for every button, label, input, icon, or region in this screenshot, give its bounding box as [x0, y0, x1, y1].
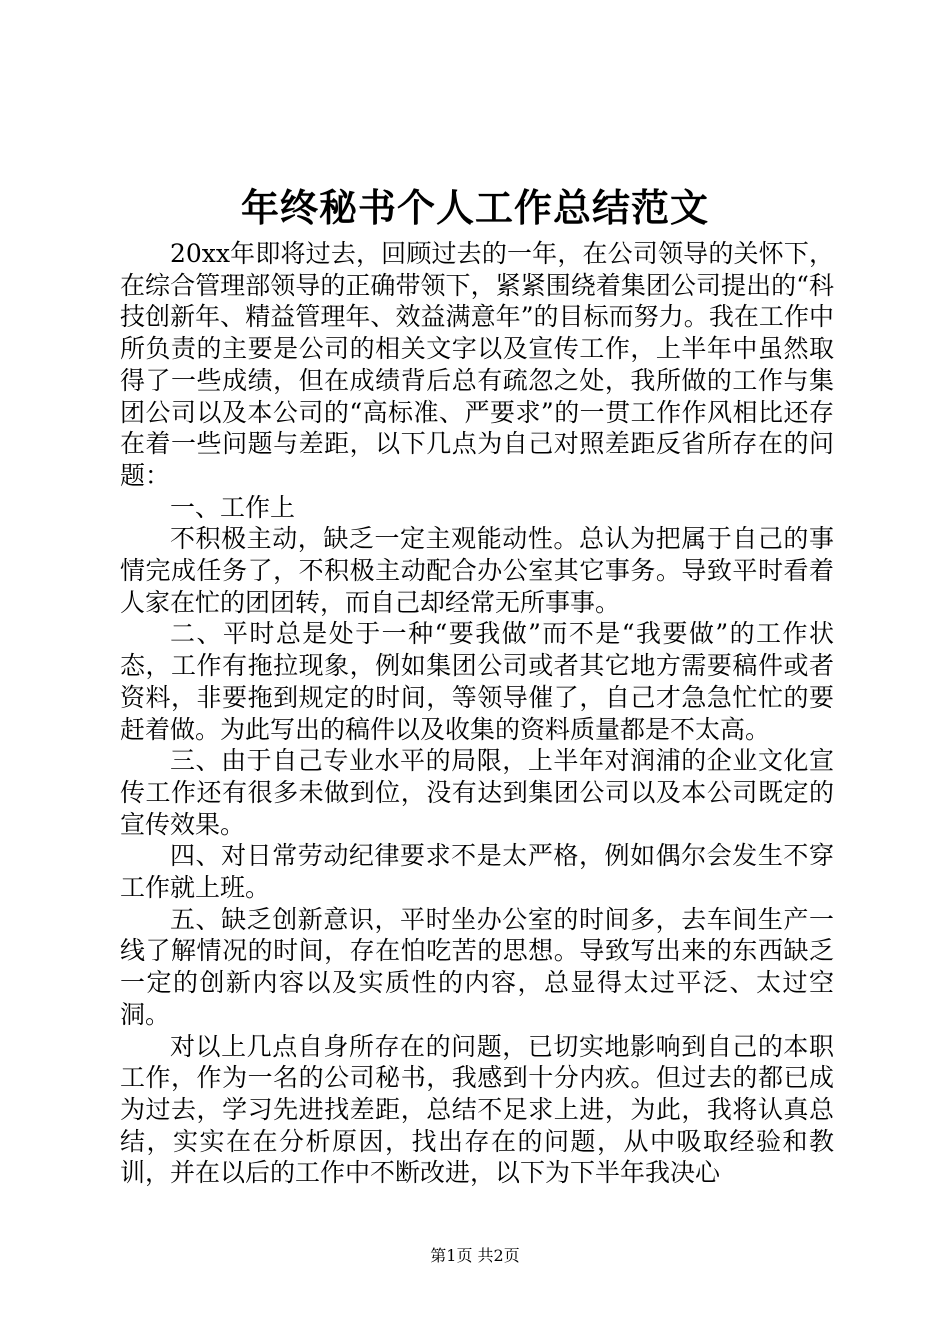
document-title: 年终秘书个人工作总结范文: [240, 185, 709, 230]
page-footer: 第1页 共2页: [430, 1246, 520, 1265]
paragraph-point-4: 四、对日常劳动纪律要求不是太严格，例如偶尔会发生不穿工作就上班。: [120, 841, 834, 903]
paragraph-conclusion: 对以上几点自身所存在的问题，已切实地影响到自己的本职工作，作为一名的公司秘书，我感到十分内疚。但过去的都已成为过去，学习先进找差距，总结不足求上进，为此，我将认真总结，实实在在分析原因，找出存在的问题，从中吸取经验和教训，并在以后的工作中不断改进，以下为下半年我决心: [120, 1031, 834, 1188]
document-body: [120, 238, 834, 1189]
paragraph-heading-work: 一、工作上: [170, 492, 296, 522]
paragraph-intro: 20xx年即将过去，回顾过去的一年，在公司领导的关怀下，在综合管理部领导的正确带领下，紧紧围绕着集团公司提出的“科技创新年、精益管理年、效益满意年”的目标而努力。我在工作中所负责的主要是公司的相关文字以及宣传工作，上半年中虽然取得了一些成绩，但在成绩背后总有疏忽之处，我所做的工作与集团公司以及本公司的“高标准、严要求”的一贯工作作风相比还存在着一些问题与差距，以下几点为自己对照差距反省所存在的问题：: [120, 239, 834, 490]
paragraph-point-2: 二、平时总是处于一种“要我做”而不是“我要做”的工作状态，工作有拖拉现象，例如集团公司或者其它地方需要稿件或者资料，非要拖到规定的时间，等领导催了，自己才急急忙忙的要赶着做。为此写出的稿件以及收集的资料质量都是不太高。: [120, 619, 834, 744]
paragraph-point-3: 三、由于自己专业水平的局限，上半年对润浦的企业文化宣传工作还有很多未做到位，没有达到集团公司以及本公司既定的宣传效果。: [120, 746, 834, 839]
paragraph-point-1: 不积极主动，缺乏一定主观能动性。总认为把属于自己的事情完成任务了，不积极主动配合办公室其它事务。导致平时看着人家在忙的团团转，而自己却经常无所事事。: [120, 524, 834, 617]
paragraph-point-5: 五、缺乏创新意识，平时坐办公室的时间多，去车间生产一线了解情况的时间，存在怕吃苦的思想。导致写出来的东西缺乏一定的创新内容以及实质性的内容，总显得太过平泛、太过空洞。: [120, 904, 834, 1029]
